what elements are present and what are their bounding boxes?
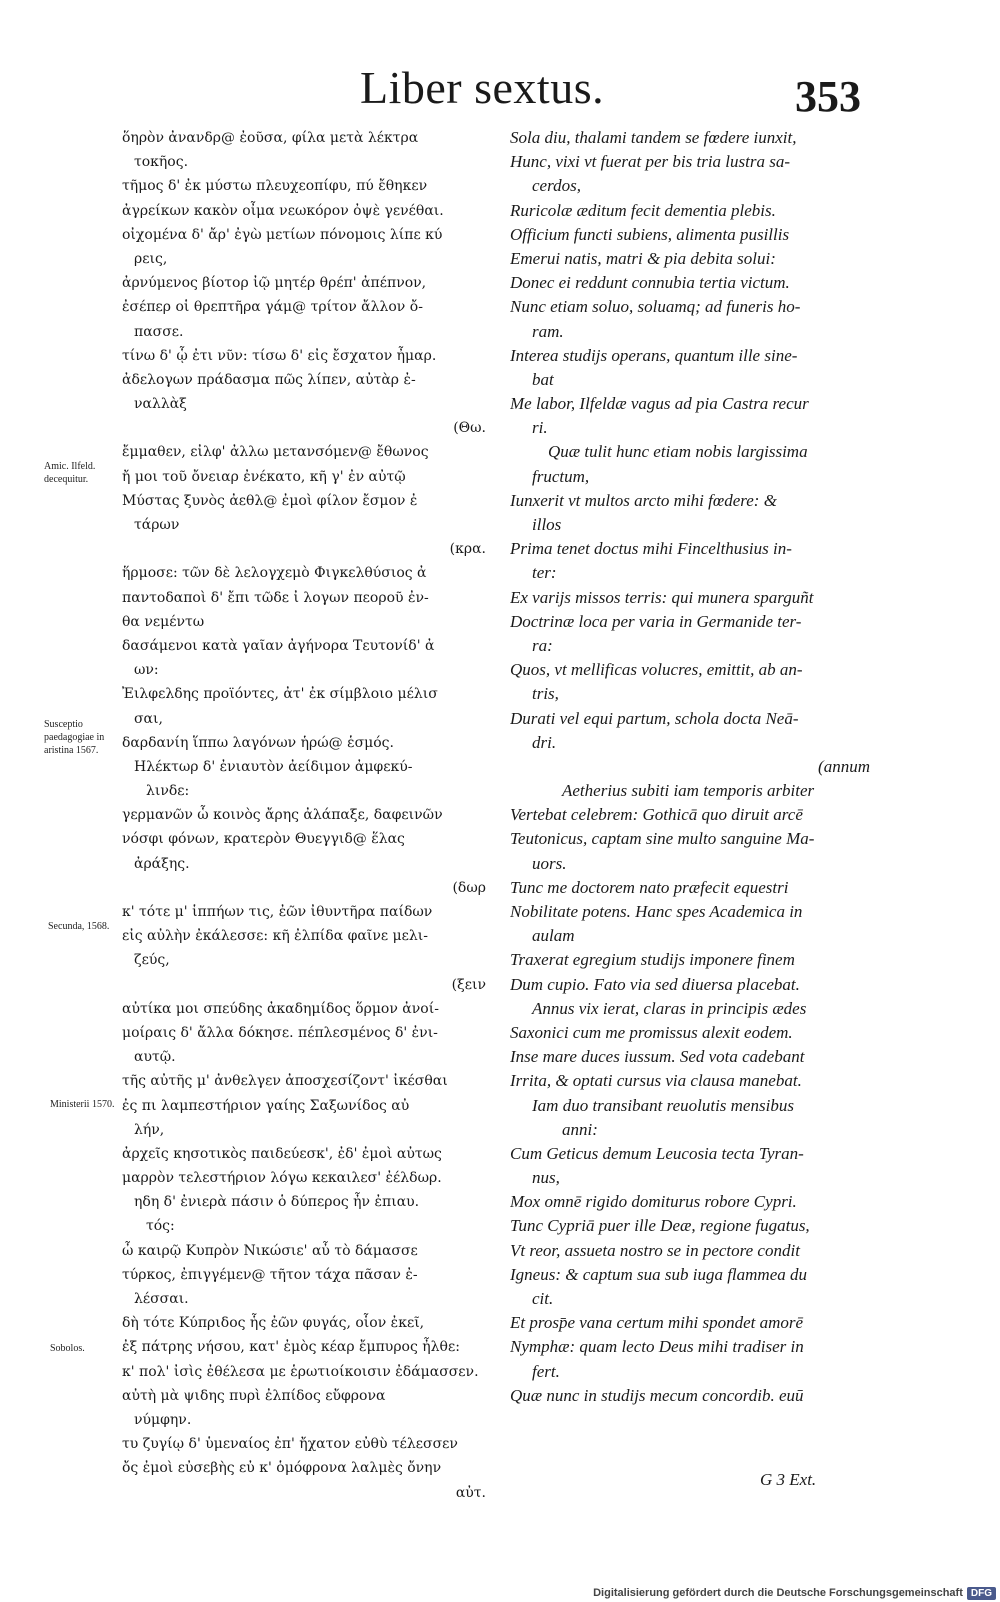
greek-verse-line: αὐτίκα μοι σπεύδης ἀκαδημίδος ὅρμον ἀνοί- [122, 1000, 439, 1017]
latin-verse-line: Ex varijs missos terris: qui munera sparguñt [510, 587, 814, 607]
greek-verse-line: ἀράξης. [134, 855, 190, 872]
greek-verse-line: (ξειν [451, 976, 486, 993]
greek-verse-line: αυτῷ. [134, 1049, 176, 1066]
greek-verse-line: ἤ μοι τοῦ ὄνειαρ ἐνέκατο, κῆ γ' ἐν αὐτῷ [122, 468, 406, 485]
latin-verse-line: Quæ tulit hunc etiam nobis largissima [548, 442, 808, 462]
greek-verse-line: ἐς πι λαμπεστήριον γαίης Σαξωνίδος αὐ [122, 1097, 410, 1114]
margin-note-secunda: Secunda, 1568. [48, 921, 110, 932]
latin-verse-line: Nymphæ: quam lecto Deus mihi tradiser in [510, 1337, 804, 1357]
page-number: 353 [795, 72, 861, 121]
greek-verse-line: πασσε. [134, 323, 184, 340]
latin-verse-line: dri. [532, 732, 557, 752]
greek-verse-line: λέσσαι. [134, 1291, 189, 1307]
latin-verse-line: cerdos, [532, 176, 581, 196]
greek-verse-line: τάρων [134, 517, 180, 533]
latin-verse-line: ter: [532, 563, 557, 583]
latin-verse-line: Iunxerit vt multos arcto mihi fœdere: & [510, 490, 777, 510]
latin-verse-line: (annum [818, 756, 870, 776]
latin-verse-line: Interea studijs operans, quantum ille sine- [510, 345, 798, 365]
latin-verse-line: Dum cupio. Fato via sed diuersa placebat. [510, 974, 800, 994]
latin-verse-line: Mox omnē rigido domiturus robore Cypri. [510, 1192, 797, 1212]
greek-verse-line: τοκῆος. [134, 154, 189, 171]
latin-verse-line: Igneus: & captum sua sub iuga flammea du [510, 1264, 808, 1284]
greek-verse-line: λήν, [134, 1121, 165, 1138]
latin-verse-line: bat [532, 369, 554, 389]
greek-verse-line: τυ ζυγίῳ δ' ὑμεναίος ἐπ' ἤχατον εὐθὺ τέλεσσεν [122, 1436, 458, 1453]
greek-verse-line: ἐξ πάτρης νήσου, κατ' ἐμὸς κέαρ ἔμπυρος ἦλθε: [122, 1339, 460, 1356]
latin-verse-line: Durati vel equi partum, schola docta Neā- [510, 708, 799, 728]
greek-verse-line: ἀρχεῖς κησοτικὸς παιδεύεσκ', ἐδ' ἐμοὶ αὐτως [122, 1145, 442, 1162]
latin-verse-line: Prima tenet doctus mihi Fincelthusius in- [510, 539, 792, 559]
greek-verse-line: ηδη δ' ἐνιερὰ πάσιν ὁ δύπερος ἦν ἐπιαυ. [134, 1194, 420, 1211]
greek-verse-line: ἀρνύμενος βίοτορ ἰῷ μητέρ θρέπ' ἀπέπνον, [122, 275, 427, 292]
latin-verse-line: Tunc Cypriā puer ille Deæ, regione fugatus, [510, 1216, 810, 1236]
margin-note-ministerii: Ministerii 1570. [50, 1099, 115, 1110]
latin-verse-line: Donec ei reddunt connubia tertia victum. [510, 273, 790, 293]
latin-verse-line: Emerui natis, matri & pia debita solui: [510, 248, 776, 268]
greek-verse-line: νύμφην. [134, 1411, 192, 1428]
greek-verse-line: (κρα. [449, 541, 486, 558]
greek-verse-line: τίνω δ' ᾧ ἐτι νῦν: τίσω δ' εἰς ἔσχατον ἦμαρ. [122, 347, 437, 364]
greek-verse-line: γερμανῶν ὧ κοινὸς ἄρης ἀλάπαξε, δαφεινῶν [122, 807, 443, 824]
latin-verse-line: ram. [532, 321, 564, 341]
latin-verse-line: Me labor, Ilfeldæ vagus ad pia Castra recur [510, 394, 809, 414]
greek-verse-line: τῆμος δ' ἐκ μύστω πλευχεοπίφυ, πύ ἔθηκεν [122, 178, 428, 195]
greek-verse-line: σαι, [134, 710, 163, 727]
latin-verse-line: nus, [532, 1168, 560, 1188]
greek-verse-line: παντοδαποὶ δ' ἔπι τῶδε ἰ λογων πεοροῦ ἐν- [122, 589, 429, 606]
greek-verse-line: μαρρὸν τελεστήριον λόγω κεκαιλεσ' ἐέλδωρ. [122, 1170, 442, 1187]
greek-verse-line: (Θω. [453, 420, 486, 437]
signature-mark: G 3 Ext. [760, 1470, 817, 1489]
latin-verse-line: Officium functi subiens, alimenta pusillis [510, 224, 790, 244]
greek-verse-line: δασάμενοι κατὰ γαῖαν ἀγήνορα Τευτονίδ' ἀ [122, 637, 435, 654]
greek-verse-line: εἰς αὐλὴν ἐκάλεσσε: κῆ ἐλπίδα φαῖνε μελι- [122, 928, 428, 945]
latin-verse-line: Ruricolæ æditum fecit dementia plebis. [510, 200, 776, 220]
latin-verse-line: Teutonicus, captam sine multo sanguine Ma- [510, 829, 815, 849]
latin-verse-line: ra: [532, 635, 553, 655]
greek-verse-line: δαρδανίη ἵππω λαγόνων ἡρώ@ ἑσμός. [122, 734, 394, 751]
greek-verse-line: (δωρ [452, 879, 486, 896]
latin-verse-line: Irrita, & optati cursus via clausa manebat. [510, 1071, 802, 1091]
greek-verse-line: Ηλέκτωρ δ' ἐνιαυτὸν ἀείδιμον ἀμφεκύ- [134, 758, 413, 775]
latin-verse-line: uors. [532, 853, 567, 873]
latin-verse-line: Iam duo transibant reuolutis mensibus [532, 1095, 794, 1115]
latin-verse-line: Nobilitate potens. Hanc spes Academica in [510, 902, 803, 921]
latin-verse-line: cit. [532, 1289, 554, 1308]
dfg-credit: Digitalisierung gefördert durch die Deutsche Forschungsgemeinschaft [593, 1587, 963, 1599]
greek-verse-line: ἀγρείκων κακὸν οἶμα νεωκόρον ὀψὲ γενέθαι. [122, 202, 444, 219]
greek-verse-line: ἐσέπερ οἱ θρεπτῆρα γάμ@ τρίτον ἄλλον ὄ- [122, 299, 423, 316]
digitization-footer [0, 1584, 1000, 1602]
greek-verse-line: ρεις, [134, 250, 168, 267]
greek-verse-line: μοίραις δ' ἄλλα δόκησε. πέπλεσμένος δ' ἐνι- [122, 1024, 438, 1041]
latin-verse-line: Traxerat egregium studijs imponere finem [510, 950, 795, 970]
greek-text-column [122, 126, 492, 1505]
greek-verse-line: ἥρμοσε: τῶν δὲ λελογχεμὸ Φιγκελθύσιος ἀ [122, 565, 427, 582]
dfg-logo-icon: DFG [967, 1587, 996, 1600]
latin-verse-line: Aetherius subiti iam temporis arbiter [562, 781, 815, 801]
latin-verse-line: Sola diu, thalami tandem se fœdere iunxit, [510, 128, 797, 147]
greek-verse-line: κ' τότε μ' ἱππήων τις, ἐῶν ἰθυντῆρα παίδων [122, 904, 433, 920]
greek-verse-line: τύρκος, ἐπιγγέμεν@ τῆτον τάχα πᾶσαν ἐ- [122, 1266, 418, 1283]
latin-verse-line: Tunc me doctorem nato præfecit equestri [510, 877, 789, 897]
greek-verse-line: ὄς ἐμοὶ εὐσεβὴς εὐ κ' ὁμόφρονα λαλμὲς ὄνην [122, 1460, 442, 1477]
running-title: Liber sextus. [360, 62, 605, 113]
latin-verse-line: illos [532, 515, 562, 534]
greek-verse-line: κ' πολ' ἰσὶς ἐθέλεσα με ἑρωτιοίκοισιν ἐδάμασσεν. [122, 1363, 479, 1380]
latin-verse-line: aulam [532, 926, 575, 946]
greek-verse-line: τῆς αὐτῆς μ' ἀνθελγεν ἀποσχεσίζοντ' ἰκέσθαι [122, 1073, 448, 1090]
latin-verse-line: Quæ nunc in studijs mecum concordib. euū [510, 1385, 804, 1405]
greek-verse-line: λινδε: [146, 783, 190, 800]
latin-verse-line: Annus vix ierat, claras in principis ædes [532, 998, 807, 1018]
latin-verse-line: tris, [532, 684, 559, 704]
latin-verse-line: Et prosp̄e vana certum mihi spondet amorē [510, 1313, 804, 1333]
greek-verse-line: ὦ καιρῷ Κυπρὸν Νικώσιε' αὖ τὸ δάμασσε [122, 1242, 418, 1259]
latin-verse-line: Vt reor, assueta nostro se in pectore condit [510, 1240, 800, 1260]
greek-verse-line: ἀδελογων πράδασμα πῶς λίπεν, αὐτὰρ ἐ- [122, 371, 416, 388]
margin-note-susceptio: Susceptio paedagogiae in aristina 1567. [44, 719, 105, 756]
greek-verse-line: ζεύς, [134, 952, 170, 969]
greek-verse-line: ναλλὰξ [134, 396, 187, 413]
greek-verse-line: δὴ τότε Κύπριδος ἧς ἐῶν φυγάς, οἷον ἐκεῖ, [122, 1315, 425, 1332]
latin-verse-line: Quos, vt mellificas volucres, emittit, ab an- [510, 660, 803, 680]
margin-note-sobolos: Sobolos. [50, 1343, 85, 1354]
latin-verse-line: Inse mare duces iussum. Sed vota cadebant [510, 1047, 805, 1067]
greek-verse-line: θα νεμέντω [122, 613, 205, 630]
greek-verse-line: Μύστας ξυνὸς ἀεθλ@ ἐμοὶ φίλον ἔσμον ἐ [122, 492, 418, 509]
latin-text-column [510, 126, 890, 1408]
margin-note-amici: Amic. Ilfeld. decequitur. [44, 461, 96, 485]
greek-verse-line: ων: [134, 662, 159, 679]
latin-verse-line: anni: [562, 1119, 598, 1139]
latin-verse-line: Saxonici cum me promissus alexit eodem. [510, 1022, 793, 1042]
latin-verse-line: Hunc, vixi vt fuerat per bis tria lustra sa- [510, 152, 791, 172]
greek-verse-line: οἰχομένα δ' ἄρ' ἐγὼ μετίων πόνομοις λίπε κύ [122, 226, 443, 243]
greek-verse-line: αὐτὴ μὰ ψιδης πυρὶ ἐλπίδος εὔφρονα [122, 1387, 386, 1404]
greek-verse-line: νόσφι φόνων, κρατερὸν Θυεγγιδ@ ἕλας [122, 831, 405, 848]
greek-verse-line: αὐτ. [455, 1484, 486, 1501]
latin-verse-line: fert. [532, 1361, 560, 1381]
latin-verse-line: fructum, [532, 466, 590, 486]
greek-verse-line: Ἐιλφελδης προϊόντες, ἀτ' ἐκ σίμβλοιο μέλισ [122, 686, 438, 703]
latin-verse-line: Cum Geticus demum Leucosia tecta Tyran- [510, 1143, 804, 1163]
latin-verse-line: Nunc etiam soluo, soluamq; ad funeris ho- [510, 297, 801, 317]
latin-verse-line: Vertebat celebrem: Gothicā quo diruit arcē [510, 805, 803, 825]
greek-verse-line: ἔμμαθεν, εἰλφ' ἀλλω μετανσόμεν@ ἔθωνος [122, 444, 429, 461]
greek-verse-line: τός: [146, 1218, 175, 1235]
greek-verse-line: ὅηρὸν ἀνανδρ@ ἐοῦσα, φίλα μετὰ λέκτρα [122, 130, 419, 146]
latin-verse-line: Doctrinæ loca per varia in Germanide ter- [510, 611, 802, 631]
latin-verse-line: ri. [532, 418, 548, 438]
